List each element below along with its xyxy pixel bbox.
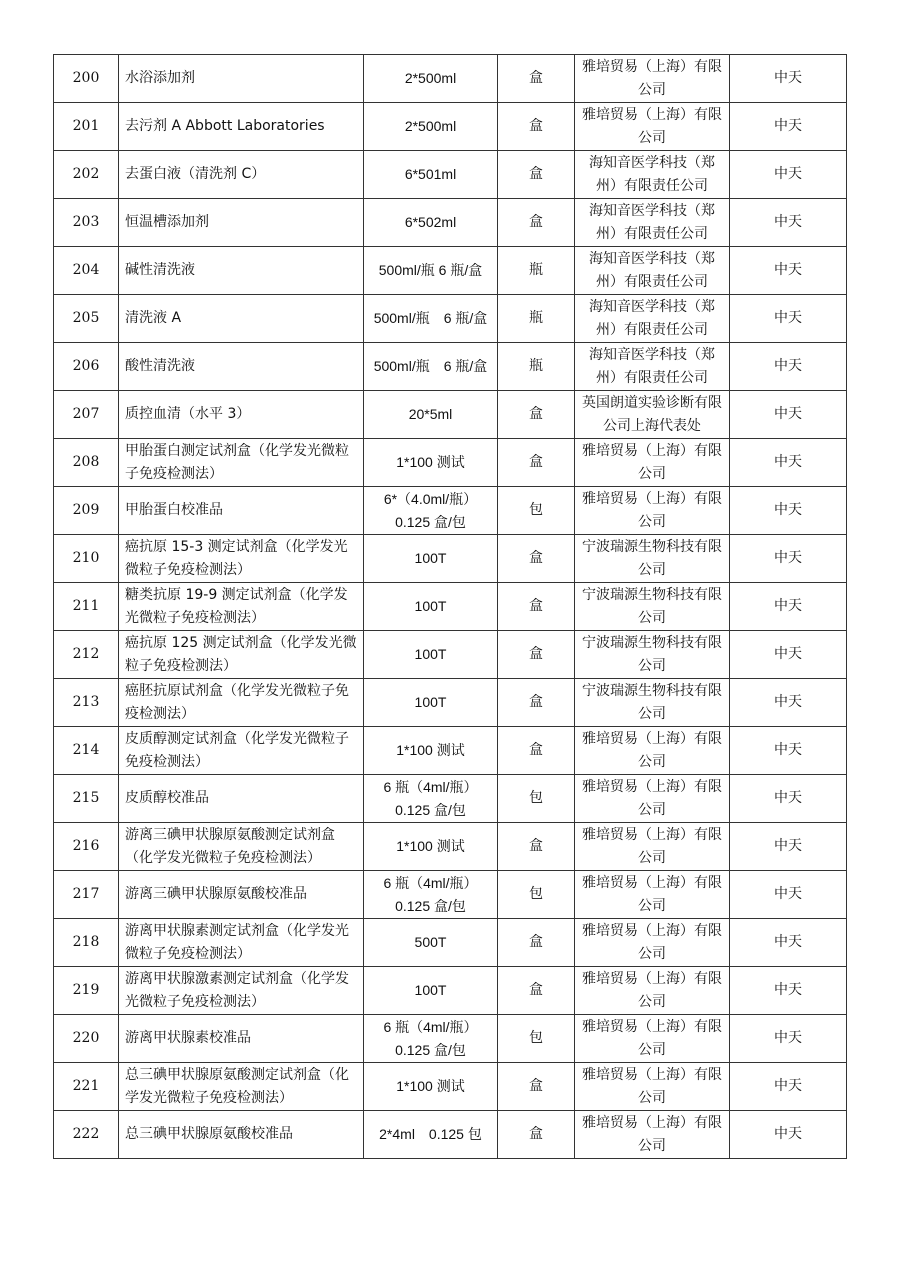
- product-unit: 包: [498, 775, 575, 823]
- row-number: 202: [54, 151, 119, 199]
- product-spec: 100T: [364, 631, 498, 679]
- product-name: 清洗液 A: [119, 295, 364, 343]
- product-name: 恒温槽添加剂: [119, 199, 364, 247]
- supplier-name: 雅培贸易（上海）有限公司: [575, 727, 730, 775]
- product-name: 甲胎蛋白校准品: [119, 487, 364, 535]
- remark: 中天: [730, 1015, 847, 1063]
- product-unit: 包: [498, 1015, 575, 1063]
- remark: 中天: [730, 823, 847, 871]
- row-number: 207: [54, 391, 119, 439]
- remark: 中天: [730, 247, 847, 295]
- product-unit: 盒: [498, 727, 575, 775]
- product-name: 癌胚抗原试剂盒（化学发光微粒子免疫检测法）: [119, 679, 364, 727]
- product-spec: 500T: [364, 919, 498, 967]
- product-unit: 盒: [498, 1111, 575, 1159]
- product-spec: 2*500ml: [364, 103, 498, 151]
- product-spec: 1*100 测试: [364, 1063, 498, 1111]
- table-row: [54, 1063, 847, 1111]
- product-spec: 6*（4.0ml/瓶）0.125 盒/包: [364, 487, 498, 535]
- row-number: 211: [54, 583, 119, 631]
- remark: 中天: [730, 583, 847, 631]
- product-spec: 500ml/瓶 6 瓶/盒: [364, 343, 498, 391]
- row-number: 201: [54, 103, 119, 151]
- product-unit: 盒: [498, 583, 575, 631]
- supplier-name: 雅培贸易（上海）有限公司: [575, 1015, 730, 1063]
- product-unit: 盒: [498, 391, 575, 439]
- remark: 中天: [730, 535, 847, 583]
- product-name: 皮质醇测定试剂盒（化学发光微粒子免疫检测法）: [119, 727, 364, 775]
- supplier-name: 英国朗道实验诊断有限公司上海代表处: [575, 391, 730, 439]
- supplier-name: 雅培贸易（上海）有限公司: [575, 919, 730, 967]
- table-row: [54, 631, 847, 679]
- product-name: 游离三碘甲状腺原氨酸校准品: [119, 871, 364, 919]
- product-spec: 20*5ml: [364, 391, 498, 439]
- product-spec: 100T: [364, 679, 498, 727]
- remark: 中天: [730, 295, 847, 343]
- supplier-name: 宁波瑞源生物科技有限公司: [575, 631, 730, 679]
- supplier-name: 海知音医学科技（郑州）有限责任公司: [575, 247, 730, 295]
- row-number: 210: [54, 535, 119, 583]
- supplier-name: 海知音医学科技（郑州）有限责任公司: [575, 343, 730, 391]
- product-unit: 瓶: [498, 295, 575, 343]
- remark: 中天: [730, 871, 847, 919]
- product-unit: 盒: [498, 439, 575, 487]
- row-number: 200: [54, 55, 119, 103]
- product-name: 癌抗原 15-3 测定试剂盒（化学发光微粒子免疫检测法）: [119, 535, 364, 583]
- table-row: [54, 103, 847, 151]
- remark: 中天: [730, 967, 847, 1015]
- supplier-name: 雅培贸易（上海）有限公司: [575, 439, 730, 487]
- product-spec: 6*502ml: [364, 199, 498, 247]
- remark: 中天: [730, 631, 847, 679]
- supplier-name: 雅培贸易（上海）有限公司: [575, 871, 730, 919]
- row-number: 218: [54, 919, 119, 967]
- row-number: 204: [54, 247, 119, 295]
- product-table: [53, 54, 847, 1159]
- table-row: [54, 295, 847, 343]
- table-row: [54, 535, 847, 583]
- product-name: 去蛋白液（清洗剂 C）: [119, 151, 364, 199]
- table-row: [54, 919, 847, 967]
- product-spec: 2*500ml: [364, 55, 498, 103]
- table-row: [54, 1015, 847, 1063]
- row-number: 220: [54, 1015, 119, 1063]
- row-number: 213: [54, 679, 119, 727]
- remark: 中天: [730, 391, 847, 439]
- remark: 中天: [730, 151, 847, 199]
- product-spec: 6 瓶（4ml/瓶）0.125 盒/包: [364, 1015, 498, 1063]
- product-unit: 瓶: [498, 343, 575, 391]
- product-name: 游离甲状腺素校准品: [119, 1015, 364, 1063]
- remark: 中天: [730, 727, 847, 775]
- product-unit: 包: [498, 487, 575, 535]
- supplier-name: 雅培贸易（上海）有限公司: [575, 775, 730, 823]
- product-unit: 盒: [498, 103, 575, 151]
- product-spec: 500ml/瓶 6 瓶/盒: [364, 295, 498, 343]
- table-row: [54, 343, 847, 391]
- row-number: 215: [54, 775, 119, 823]
- table-row: [54, 247, 847, 295]
- table-row: [54, 151, 847, 199]
- supplier-name: 宁波瑞源生物科技有限公司: [575, 679, 730, 727]
- remark: 中天: [730, 199, 847, 247]
- product-name: 水浴添加剂: [119, 55, 364, 103]
- remark: 中天: [730, 919, 847, 967]
- product-name: 碱性清洗液: [119, 247, 364, 295]
- remark: 中天: [730, 1063, 847, 1111]
- product-name: 游离甲状腺激素测定试剂盒（化学发光微粒子免疫检测法）: [119, 967, 364, 1015]
- row-number: 222: [54, 1111, 119, 1159]
- product-name: 去污剂 A Abbott Laboratories: [119, 103, 364, 151]
- product-unit: 盒: [498, 823, 575, 871]
- product-name: 癌抗原 125 测定试剂盒（化学发光微粒子免疫检测法）: [119, 631, 364, 679]
- product-unit: 瓶: [498, 247, 575, 295]
- supplier-name: 海知音医学科技（郑州）有限责任公司: [575, 151, 730, 199]
- product-spec: 100T: [364, 535, 498, 583]
- table-row: [54, 583, 847, 631]
- product-spec: 1*100 测试: [364, 823, 498, 871]
- row-number: 212: [54, 631, 119, 679]
- supplier-name: 宁波瑞源生物科技有限公司: [575, 535, 730, 583]
- table-row: [54, 487, 847, 535]
- product-name: 质控血清（水平 3）: [119, 391, 364, 439]
- supplier-name: 海知音医学科技（郑州）有限责任公司: [575, 295, 730, 343]
- row-number: 221: [54, 1063, 119, 1111]
- product-name: 总三碘甲状腺原氨酸校准品: [119, 1111, 364, 1159]
- remark: 中天: [730, 343, 847, 391]
- product-spec: 6 瓶（4ml/瓶）0.125 盒/包: [364, 775, 498, 823]
- product-spec: 6*501ml: [364, 151, 498, 199]
- table-row: [54, 727, 847, 775]
- product-unit: 盒: [498, 535, 575, 583]
- product-spec: 100T: [364, 967, 498, 1015]
- row-number: 219: [54, 967, 119, 1015]
- row-number: 203: [54, 199, 119, 247]
- product-spec: 1*100 测试: [364, 727, 498, 775]
- table-row: [54, 1111, 847, 1159]
- row-number: 214: [54, 727, 119, 775]
- product-spec: 1*100 测试: [364, 439, 498, 487]
- row-number: 205: [54, 295, 119, 343]
- table-row: [54, 199, 847, 247]
- supplier-name: 雅培贸易（上海）有限公司: [575, 487, 730, 535]
- row-number: 206: [54, 343, 119, 391]
- supplier-name: 海知音医学科技（郑州）有限责任公司: [575, 199, 730, 247]
- product-unit: 盒: [498, 967, 575, 1015]
- product-name: 游离甲状腺素测定试剂盒（化学发光微粒子免疫检测法）: [119, 919, 364, 967]
- product-name: 游离三碘甲状腺原氨酸测定试剂盒（化学发光微粒子免疫检测法）: [119, 823, 364, 871]
- product-unit: 盒: [498, 679, 575, 727]
- table-row: [54, 439, 847, 487]
- product-unit: 盒: [498, 151, 575, 199]
- remark: 中天: [730, 103, 847, 151]
- remark: 中天: [730, 679, 847, 727]
- product-table-body: [54, 55, 847, 1159]
- product-spec: 500ml/瓶 6 瓶/盒: [364, 247, 498, 295]
- remark: 中天: [730, 55, 847, 103]
- product-spec: 100T: [364, 583, 498, 631]
- product-unit: 盒: [498, 199, 575, 247]
- product-name: 皮质醇校准品: [119, 775, 364, 823]
- row-number: 208: [54, 439, 119, 487]
- supplier-name: 雅培贸易（上海）有限公司: [575, 967, 730, 1015]
- product-unit: 盒: [498, 631, 575, 679]
- product-name: 酸性清洗液: [119, 343, 364, 391]
- supplier-name: 雅培贸易（上海）有限公司: [575, 1111, 730, 1159]
- product-spec: 6 瓶（4ml/瓶）0.125 盒/包: [364, 871, 498, 919]
- supplier-name: 雅培贸易（上海）有限公司: [575, 103, 730, 151]
- remark: 中天: [730, 439, 847, 487]
- product-unit: 包: [498, 871, 575, 919]
- product-name: 甲胎蛋白测定试剂盒（化学发光微粒子免疫检测法）: [119, 439, 364, 487]
- table-row: [54, 967, 847, 1015]
- row-number: 217: [54, 871, 119, 919]
- remark: 中天: [730, 775, 847, 823]
- table-row: [54, 679, 847, 727]
- supplier-name: 雅培贸易（上海）有限公司: [575, 55, 730, 103]
- product-name: 总三碘甲状腺原氨酸测定试剂盒（化学发光微粒子免疫检测法）: [119, 1063, 364, 1111]
- supplier-name: 雅培贸易（上海）有限公司: [575, 823, 730, 871]
- product-unit: 盒: [498, 1063, 575, 1111]
- supplier-name: 雅培贸易（上海）有限公司: [575, 1063, 730, 1111]
- table-row: [54, 871, 847, 919]
- row-number: 209: [54, 487, 119, 535]
- table-row: [54, 823, 847, 871]
- row-number: 216: [54, 823, 119, 871]
- table-row: [54, 775, 847, 823]
- supplier-name: 宁波瑞源生物科技有限公司: [575, 583, 730, 631]
- remark: 中天: [730, 487, 847, 535]
- table-row: [54, 391, 847, 439]
- remark: 中天: [730, 1111, 847, 1159]
- table-row: [54, 55, 847, 103]
- product-unit: 盒: [498, 55, 575, 103]
- product-spec: 2*4ml 0.125 包: [364, 1111, 498, 1159]
- product-unit: 盒: [498, 919, 575, 967]
- product-name: 糖类抗原 19-9 测定试剂盒（化学发光微粒子免疫检测法）: [119, 583, 364, 631]
